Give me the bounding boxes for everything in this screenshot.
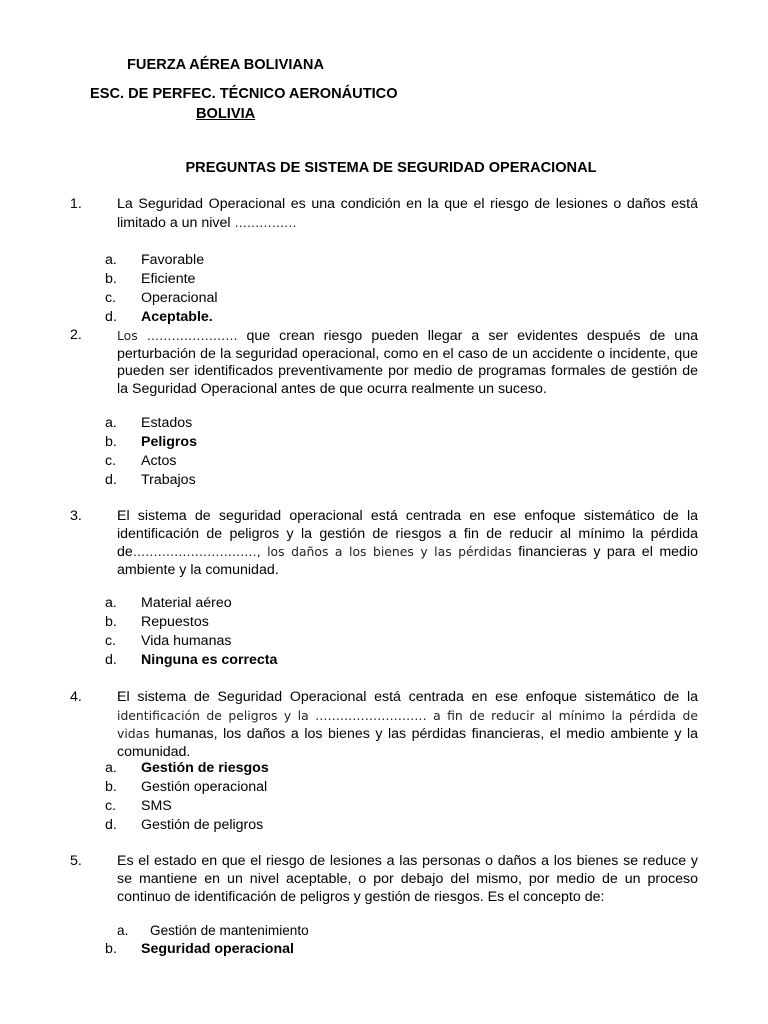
option-letter: b. [105,434,117,450]
option-letter: c. [105,633,117,649]
question-blank: …………………. [146,328,238,343]
option-letter: a. [105,415,117,431]
question-text-part: humanas, los daños a los bienes y las pérdidas financieras, el medio ambiente y la comunidad. [117,726,698,760]
option-label: Estados [141,415,193,431]
option-letter: a. [117,923,129,938]
question-text [117,196,698,232]
option-letter: a. [105,252,117,268]
option-label: Eficiente [141,271,196,287]
option-label: Gestión de riesgos [141,760,269,776]
question-text-part: Es el estado en que el riesgo de lesiones a las personas o daños a los bienes se reduce y se mantiene en un nivel aceptable, o por debajo del mismo, por medio de un proceso continuo de identificación de peligros y gestión de riesgos. Es el concepto de: [117,853,698,905]
option-label: Gestión de mantenimiento [150,923,309,938]
question-number: 5. [70,853,82,869]
option-letter: c. [105,290,117,306]
option-letter: b. [105,271,117,287]
question-4 [70,689,698,761]
school-name: ESC. DE PERFEC. TÉCNICO AERONÁUTICO [90,86,398,102]
option-label: Gestión operacional [141,779,268,795]
option-letter: c. [105,453,117,469]
country-name-underlined: BOLIVIA [196,106,256,122]
option-label: Actos [141,453,177,469]
option-label: Operacional [141,290,218,306]
option-letter: d. [105,652,117,668]
question-text-part: financieras y para el medio ambiente y la comunidad. [117,544,698,578]
option-label: Material aéreo [141,595,232,611]
option-letter: d. [105,309,117,325]
question-blank: identificación de peligros y la ……………………… a fin de reducir al mínimo la pérdida de vidas [117,707,698,741]
option-letter: a. [105,595,117,611]
question-number: 2. [70,327,82,343]
document-title: PREGUNTAS DE SISTEMA DE SEGURIDAD OPERACIONAL [185,160,597,176]
question-text-part: El sistema de Seguridad Operacional está centrada en ese enfoque sistemático de la [117,689,698,705]
option-label: Gestión de peligros [141,817,264,833]
question-text-part: La Seguridad Operacional es una condición en la que el riesgo de lesiones o daños está limitado a un nivel [117,196,698,231]
option-label: Aceptable. [141,309,213,325]
question-text [117,508,698,579]
institution-name: FUERZA AÉREA BOLIVIANA [127,57,325,73]
option-letter: b. [105,941,117,957]
option-letter: a. [105,760,117,776]
question-text-part: que crean riesgo pueden llegar a ser evidentes después de una perturbación de la seguridad operacional, como en el caso de un accidente o incidente, que pueden ser identificados preventivamente por medio de programas formales de gestión de la Seguridad Operacional antes de que ocurra realmente un suceso. [117,328,698,397]
question-2 [70,327,698,398]
question-text-part: Los [117,328,147,343]
question-text-part: El sistema de seguridad operacional está centrada en ese enfoque sistemático de la identificación de peligros y la gestión de riesgos a fin de reducir al mínimo la pérdida de [117,508,698,560]
option-label: Vida humanas [141,633,232,649]
question-number: 3. [70,508,82,524]
option-label: Favorable [141,252,205,268]
option-label: Repuestos [141,614,209,630]
option-label: Ninguna es correcta [141,652,278,668]
country-name [196,106,255,124]
option-letter: d. [105,472,117,488]
question-1 [70,196,698,232]
option-label: Seguridad operacional [141,941,294,957]
option-letter: b. [105,614,117,630]
question-text [117,327,698,398]
option-letter: c. [105,798,117,814]
question-number: 1. [70,196,82,212]
option-label: SMS [141,798,172,814]
option-label: Trabajos [141,472,196,488]
question-text [117,689,698,761]
option-letter: b. [105,779,117,795]
question-text [117,853,698,907]
question-blank: …………… [234,214,297,230]
question-5 [70,853,698,907]
option-label: Peligros [141,434,197,450]
option-letter: d. [105,817,117,833]
question-blank: …………………………, los daños a los bienes y las pérdidas [132,544,512,559]
question-3 [70,508,698,579]
question-number: 4. [70,689,82,705]
